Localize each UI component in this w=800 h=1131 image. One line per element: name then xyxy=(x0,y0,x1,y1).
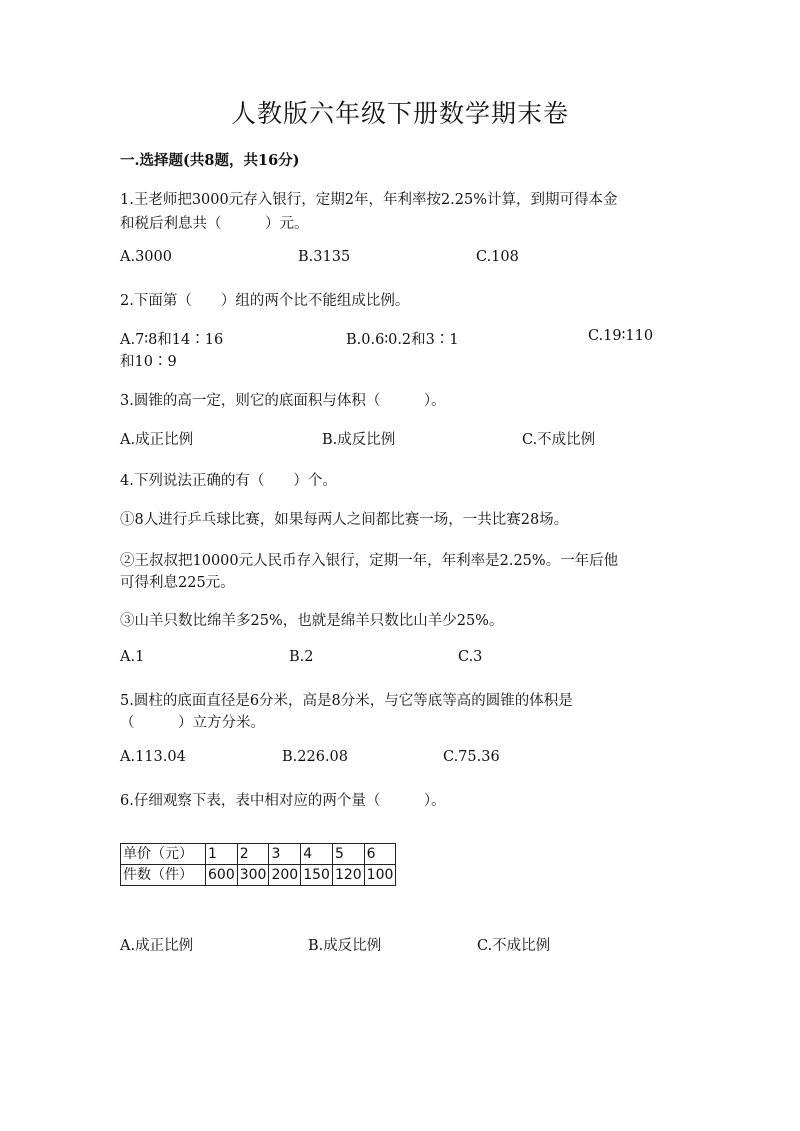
page-title: 人教版六年级下册数学期末卷 xyxy=(230,99,569,128)
question-4-statement-1: ①8人进行乒乓球比赛，如果每两人之间都比赛一场，一共比赛28场。 xyxy=(120,512,569,528)
question-3-option-b: B.成反比例 xyxy=(322,432,396,448)
question-5-option-b: B.226.08 xyxy=(282,749,349,765)
table-cell: 300 xyxy=(237,865,269,886)
question-5-line-1: 5.圆柱的底面直径是6分米，高是8分米，与它等底等高的圆锥的体积是 xyxy=(120,693,573,709)
section-heading: 一.选择题(共8题，共16分) xyxy=(120,152,300,169)
question-1-option-a: A.3000 xyxy=(120,249,172,265)
question-4-option-a: A.1 xyxy=(120,649,145,665)
question-6-line-1: 6.仔细观察下表，表中相对应的两个量（ ）。 xyxy=(120,793,446,809)
table-cell: 150 xyxy=(301,865,333,886)
question-6-option-c: C.不成比例 xyxy=(477,938,551,954)
question-4-statement-3: ③山羊只数比绵羊多25%，也就是绵羊只数比山羊少25%。 xyxy=(120,613,504,629)
table-cell: 1 xyxy=(206,844,238,865)
table-row xyxy=(121,865,396,886)
question-2-line-1: 2.下面第（ ）组的两个比不能组成比例。 xyxy=(120,293,410,309)
question-1-option-c: C.108 xyxy=(476,249,519,265)
question-2-option-c-cont: 和10∶9 xyxy=(120,354,177,370)
question-4-line-1: 4.下列说法正确的有（ ）个。 xyxy=(120,473,337,489)
question-2-option-c: C.19∶110 xyxy=(588,328,654,344)
table-cell: 3 xyxy=(269,844,301,865)
table-cell: 5 xyxy=(332,844,364,865)
question-4-option-b: B.2 xyxy=(289,649,314,665)
question-3-option-a: A.成正比例 xyxy=(120,432,194,448)
question-5-line-2: （ ）立方分米。 xyxy=(120,715,265,731)
question-2-option-b: B.0.6∶0.2和3∶1 xyxy=(346,332,459,348)
question-1-option-b: B.3135 xyxy=(298,249,351,265)
question-4-statement-2-cont: 可得利息225元。 xyxy=(120,575,235,591)
table-row xyxy=(121,844,396,865)
table-cell: 单价（元） xyxy=(121,844,206,865)
table-cell: 6 xyxy=(364,844,396,865)
table-cell: 4 xyxy=(301,844,333,865)
question-2-option-a: A.7∶8和14∶16 xyxy=(120,332,224,348)
question-1-line-1: 1.王老师把3000元存入银行，定期2年，年利率按2.25%计算，到期可得本金 xyxy=(120,192,618,208)
table-cell: 件数（件） xyxy=(121,865,206,886)
question-6-option-a: A.成正比例 xyxy=(120,938,194,954)
table-cell: 2 xyxy=(237,844,269,865)
question-1-line-2: 和税后利息共（ ）元。 xyxy=(120,216,309,232)
question-3-option-c: C.不成比例 xyxy=(522,432,596,448)
table-cell: 600 xyxy=(206,865,238,886)
question-4-option-c: C.3 xyxy=(458,649,483,665)
question-6-option-b: B.成反比例 xyxy=(308,938,382,954)
question-3-line-1: 3.圆锥的高一定，则它的底面积与体积（ ）。 xyxy=(120,393,446,409)
table-cell: 200 xyxy=(269,865,301,886)
question-5-option-c: C.75.36 xyxy=(443,749,500,765)
question-4-statement-2: ②王叔叔把10000元人民币存入银行，定期一年，年利率是2.25%。一年后他 xyxy=(120,553,619,569)
table-cell: 100 xyxy=(364,865,396,886)
price-quantity-table xyxy=(120,843,396,886)
question-5-option-a: A.113.04 xyxy=(120,749,186,765)
table-cell: 120 xyxy=(332,865,364,886)
